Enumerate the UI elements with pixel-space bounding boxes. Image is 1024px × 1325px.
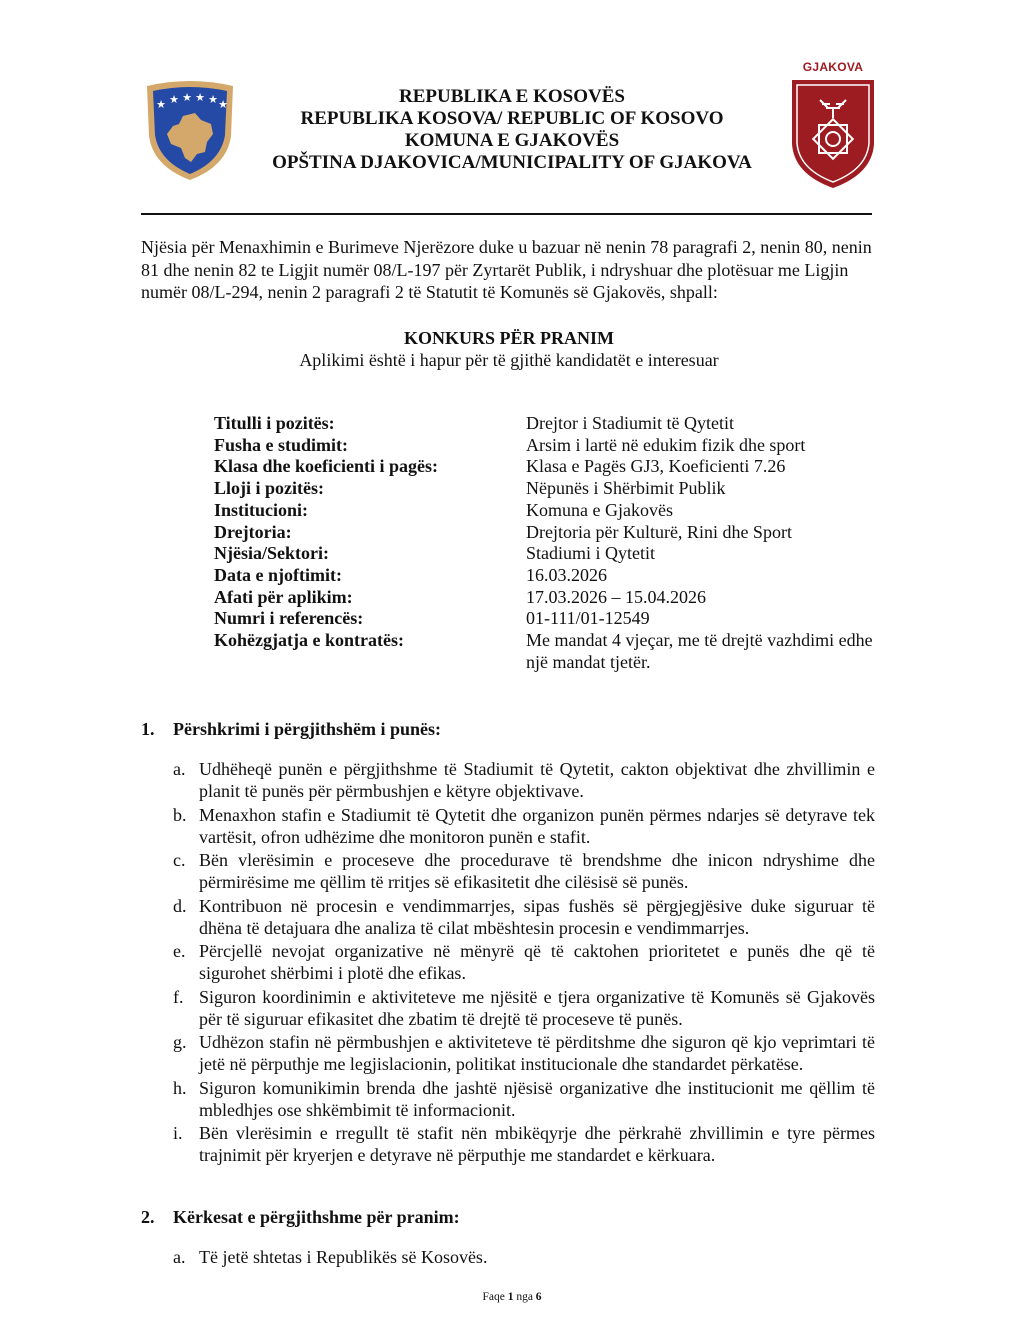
svg-text:★: ★ bbox=[208, 93, 218, 106]
footer-prefix: Faqe bbox=[482, 1291, 508, 1303]
list-item-label: a. bbox=[173, 1247, 186, 1267]
info-row bbox=[214, 630, 904, 673]
list-item-label: d. bbox=[173, 895, 187, 916]
info-key: Titulli i pozitës: bbox=[214, 413, 335, 433]
list-item-label: b. bbox=[173, 804, 187, 825]
section-heading bbox=[141, 1206, 881, 1228]
list-item-label: h. bbox=[173, 1077, 187, 1098]
header-line-2: REPUBLIKA KOSOVA/ REPUBLIC OF KOSOVO bbox=[300, 108, 724, 129]
gjakova-emblem-icon bbox=[790, 78, 876, 190]
header-line-3: KOMUNA E GJAKOVËS bbox=[404, 130, 620, 151]
list-item bbox=[173, 804, 881, 848]
info-row bbox=[214, 500, 904, 522]
gjakova-logo-label: GJAKOVA bbox=[802, 60, 864, 74]
list-item bbox=[173, 1077, 881, 1121]
list-item-text: Udhëzon stafin në përmbushjen e aktiviteteve të përditshme dhe siguron që kjo veprimtari të jetë në përputhje me legjislacionin, politikat institucionale dhe standardet përkatëse. bbox=[199, 1032, 875, 1074]
info-row bbox=[214, 456, 904, 478]
info-key: Afati për aplikim: bbox=[214, 586, 353, 607]
page-number-footer bbox=[0, 1291, 1024, 1303]
info-value: Komuna e Gjakovës bbox=[526, 499, 673, 520]
section-heading bbox=[141, 718, 881, 740]
svg-text:★: ★ bbox=[169, 93, 179, 106]
list-item bbox=[173, 986, 881, 1030]
list-item-text: Bën vlerësimin e proceseve dhe procedurave të brendshme dhe inicon ndryshime dhe përmirësime me qëllim të rritjes së efikasitetit dhe cilësisë së punës. bbox=[199, 850, 875, 892]
list-item-label: i. bbox=[173, 1123, 183, 1143]
svg-text:★: ★ bbox=[195, 91, 205, 104]
list-item-label: c. bbox=[173, 850, 186, 870]
info-key: Klasa dhe koeficienti i pagës: bbox=[214, 456, 438, 477]
header-line-4: OPŠTINA DJAKOVICA/MUNICIPALITY OF GJAKOVA bbox=[272, 152, 752, 173]
announcement-title: KONKURS PËR PRANIM bbox=[404, 328, 614, 348]
info-row bbox=[214, 565, 904, 587]
list-item-text: Kontribuon në procesin e vendimmarrjes, sipas fushës së përgjegjësive duke siguruar të dhëna të detajuara dhe analiza të cilat mbështesin procesin e vendimmarrjes. bbox=[199, 895, 875, 938]
list-item-text: Siguron koordinimin e aktiviteteve me njësitë e tjera organizative të Komunës së Gjakovës për të siguruar efikasitet dhe zbatim të drejtë të proceseve të punës. bbox=[199, 986, 875, 1029]
info-key: Institucioni: bbox=[214, 499, 309, 520]
info-row bbox=[214, 608, 904, 630]
info-key: Numri i referencës: bbox=[214, 608, 364, 629]
list-item-label: g. bbox=[173, 1032, 187, 1052]
announcement-subtitle: Aplikimi është i hapur për të gjithë kandidatët e interesuar bbox=[299, 350, 719, 370]
list-item-label: a. bbox=[173, 759, 186, 779]
info-key: Fusha e studimit: bbox=[214, 434, 349, 455]
list-item-text: Përcjellë nevojat organizative në mënyrë që të caktohen prioritetet e punës dhe që të sigurohet shërbimi i plotë dhe efikas. bbox=[199, 941, 875, 983]
svg-text:★: ★ bbox=[218, 98, 228, 111]
list-item bbox=[173, 758, 881, 802]
section-job-description bbox=[141, 718, 881, 1168]
intro-paragraph: Njësia për Menaxhimin e Burimeve Njerëzore duke u bazuar në nenin 78 paragrafi 2, nenin 80, nenin 81 dhe nenin 82 te Ligjit numër 08/L-197 për Zyrtarët Publik, i ndryshuar dhe plotësuar me Ligjin numër 08/L-294, nenin 2 paragrafi 2 të Statutit të Komunës së Gjakovës, shpall: bbox=[141, 237, 872, 302]
info-key: Njësia/Sektori: bbox=[214, 543, 329, 564]
info-row bbox=[214, 478, 904, 500]
requirements-list bbox=[141, 1246, 881, 1268]
section-title: Kërkesat e përgjithshme për pranim: bbox=[173, 1207, 460, 1227]
duties-list bbox=[141, 758, 881, 1166]
list-item-text: Siguron komunikimin brenda dhe jashtë njësisë organizative dhe institucionit me qëllim të mbledhjes ose shkëmbimit të informacionit. bbox=[199, 1077, 875, 1120]
info-row bbox=[214, 413, 904, 435]
position-info-table bbox=[214, 413, 904, 673]
announcement-title-block bbox=[141, 327, 877, 371]
total-pages: 6 bbox=[535, 1291, 542, 1303]
info-value: Me mandat 4 vjeçar, me të drejtë vazhdimi edhe një mandat tjetër. bbox=[526, 630, 873, 672]
header-line-1: REPUBLIKA E KOSOVËS bbox=[399, 86, 625, 107]
info-value: Drejtor i Stadiumit të Qytetit bbox=[526, 413, 734, 433]
section-number: 1. bbox=[141, 719, 155, 739]
section-general-requirements bbox=[141, 1206, 881, 1270]
list-item bbox=[173, 1122, 881, 1166]
info-value: 01-111/01-12549 bbox=[526, 608, 650, 629]
info-value: Klasa e Pagës GJ3, Koeficienti 7.26 bbox=[526, 456, 786, 477]
list-item bbox=[173, 1246, 881, 1268]
current-page: 1 bbox=[507, 1291, 514, 1303]
svg-text:★: ★ bbox=[182, 91, 192, 104]
info-value: 16.03.2026 bbox=[526, 564, 607, 585]
info-row bbox=[214, 435, 904, 457]
info-value: Arsim i lartë në edukim fizik dhe sport bbox=[526, 434, 806, 455]
list-item-text: Udhëheqë punën e përgjithshme të Stadiumit të Qytetit, cakton objektivat dhe zhvillimin e planit të punës për përmbushjen e këtyre objektivave. bbox=[199, 759, 875, 801]
list-item-text: Menaxhon stafin e Stadiumit të Qytetit dhe organizon punën përmes ndarjes së detyrave tek vartësit, ofron udhëzime dhe monitoron punën e stafit. bbox=[199, 804, 875, 847]
list-item-text: Të jetë shtetas i Republikës së Kosovës. bbox=[199, 1247, 488, 1267]
list-item bbox=[173, 1031, 881, 1075]
list-item bbox=[173, 849, 881, 893]
info-key: Drejtoria: bbox=[214, 521, 292, 542]
section-number: 2. bbox=[141, 1207, 155, 1227]
info-value: Stadiumi i Qytetit bbox=[526, 543, 655, 564]
info-value: Drejtoria për Kulturë, Rini dhe Sport bbox=[526, 521, 792, 542]
list-item bbox=[173, 940, 881, 984]
footer-mid: nga bbox=[513, 1291, 536, 1303]
section-title: Përshkrimi i përgjithshëm i punës: bbox=[173, 719, 441, 739]
info-row bbox=[214, 543, 904, 565]
list-item-label: e. bbox=[173, 941, 186, 961]
svg-text:★: ★ bbox=[156, 98, 166, 111]
info-value: Nëpunës i Shërbimit Publik bbox=[526, 478, 726, 499]
info-key: Kohëzgjatja e kontratës: bbox=[214, 630, 404, 651]
list-item-label: f. bbox=[173, 986, 184, 1007]
info-key: Data e njoftimit: bbox=[214, 564, 342, 585]
info-value: 17.03.2026 – 15.04.2026 bbox=[526, 586, 706, 607]
list-item bbox=[173, 895, 881, 939]
header-title-block bbox=[220, 86, 804, 174]
info-key: Lloji i pozitës: bbox=[214, 478, 324, 499]
header-divider bbox=[141, 213, 872, 215]
gjakova-logo bbox=[788, 60, 878, 190]
info-row bbox=[214, 522, 904, 544]
info-row bbox=[214, 587, 904, 609]
list-item-text: Bën vlerësimin e rregullt të stafit nën mbikëqyrje dhe përkrahë zhvillimin e tyre përmes trajnimit për kryerjen e detyrave në përputhje me standardet e kërkuara. bbox=[199, 1123, 875, 1165]
